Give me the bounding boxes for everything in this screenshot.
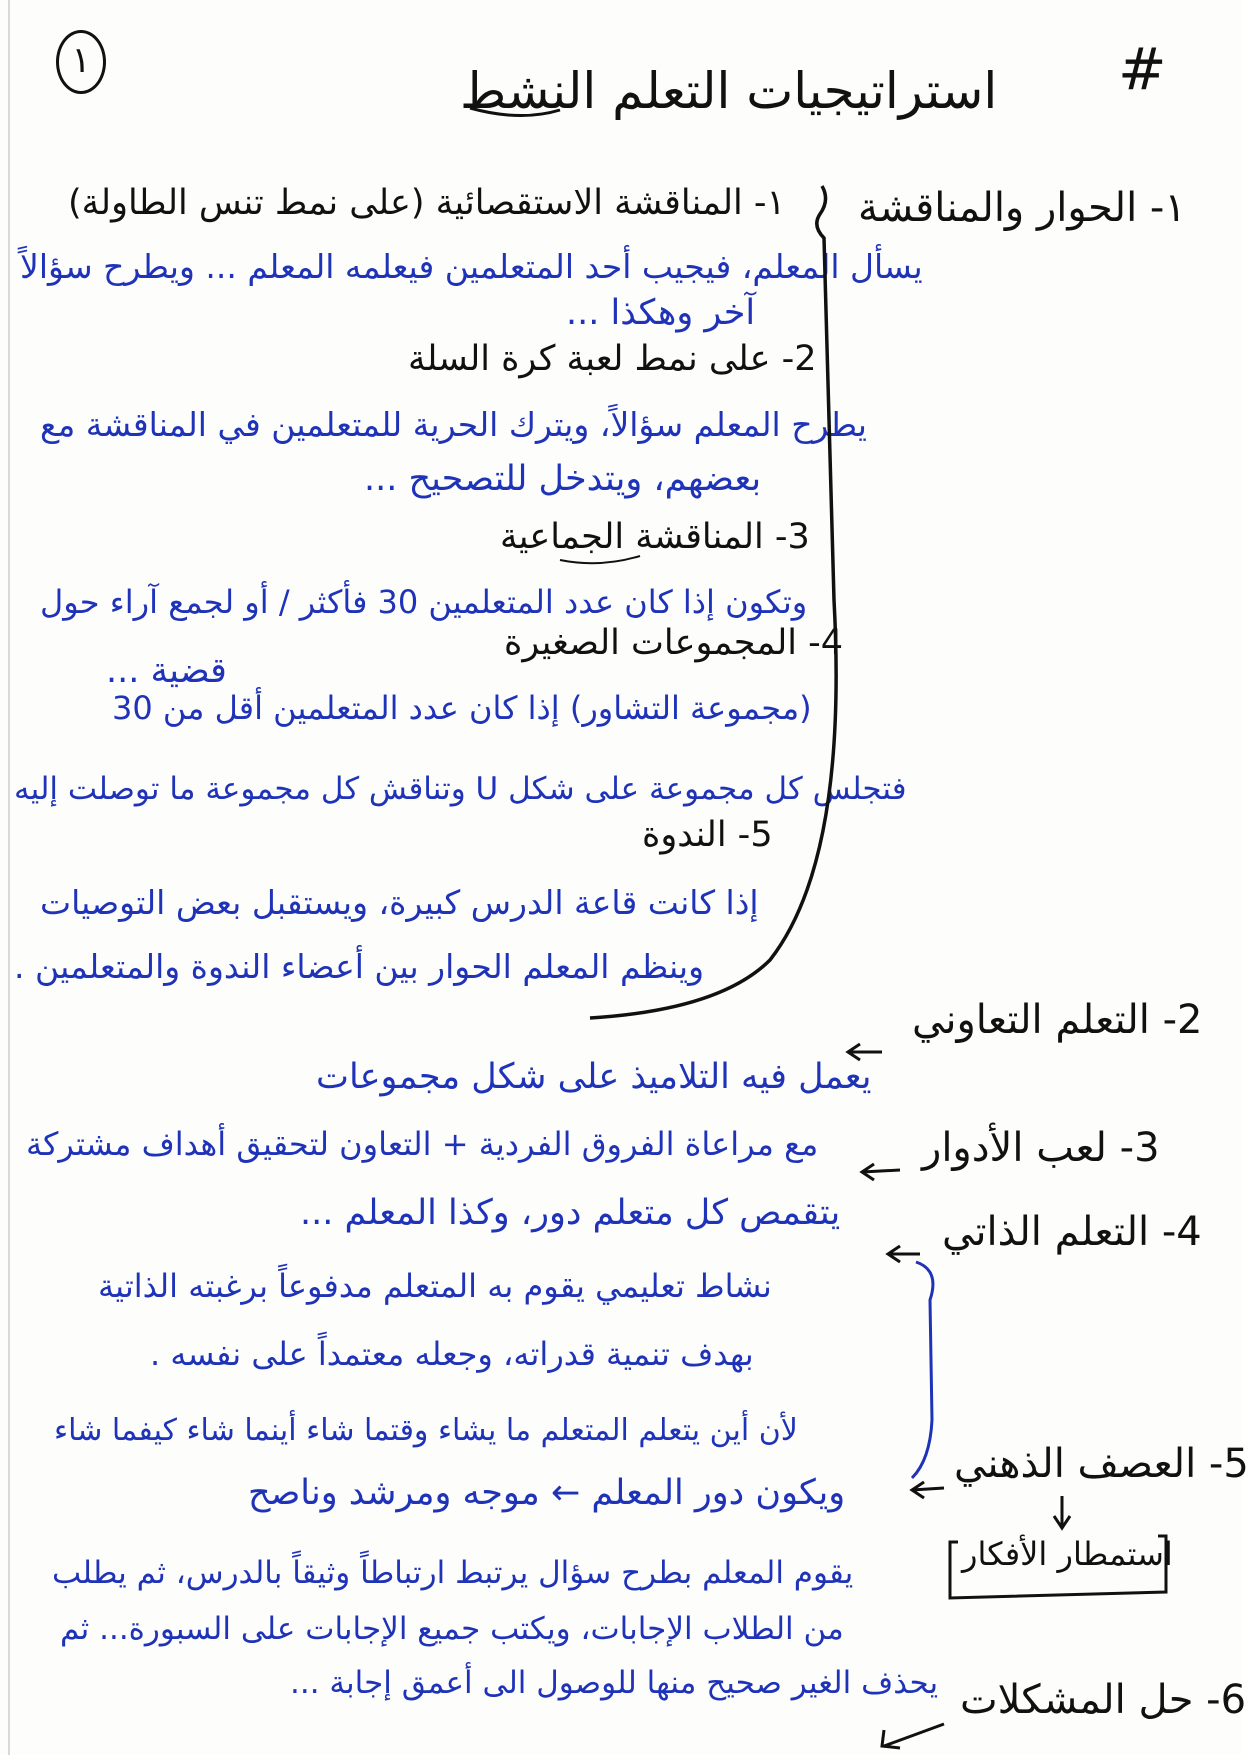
section-5-desc-3: يحذف الغير صحيح منها للوصول الى أعمق إجابة ... <box>290 1665 939 1701</box>
type-2-title: 2- على نمط لعبة كرة السلة <box>408 339 817 379</box>
section-3-desc-1: يتقمص كل متعلم دور، وكذا المعلم ... <box>300 1193 841 1233</box>
section-4-line-4: ويكون دور المعلم ← موجه ومرشد وناصح <box>248 1473 846 1513</box>
type-2-line-1: يطرح المعلم سؤالاً، ويترك الحرية للمتعلمين في المناقشة مع <box>40 405 867 444</box>
arrow-left-icon <box>862 1164 900 1180</box>
check-arrow-icon <box>882 1724 944 1748</box>
section-6-heading: 6- حل المشكلات <box>960 1677 1247 1723</box>
section-4-lead: نشاط تعليمي يقوم به المتعلم مدفوعاً برغبته الذاتية <box>98 1267 772 1305</box>
type-1-line-2: آخر وهكذا ... <box>566 293 756 333</box>
type-3-line-1: وتكون إذا كان عدد المتعلمين 30 فأكثر / أو لجمع آراء حول <box>40 583 808 621</box>
title-swash <box>470 108 560 116</box>
brainstorm-box <box>950 1536 1166 1598</box>
type-3-title: 3- المناقشة الجماعية <box>500 517 810 557</box>
arrow-left-icon <box>848 1044 882 1060</box>
type-1-title: ١- المناقشة الاستقصائية (على نمط تنس الطاولة) <box>68 183 786 223</box>
arrow-down-icon <box>1054 1496 1070 1528</box>
type-5-title: 5- الندوة <box>642 815 773 855</box>
section-1-heading: ١- الحوار والمناقشة <box>858 185 1186 231</box>
bracket-curve-icon <box>590 186 836 1018</box>
underline-mark <box>560 556 640 563</box>
type-3-line-2: قضية ... <box>106 651 227 691</box>
type-4-title: 4- المجموعات الصغيرة <box>504 623 844 663</box>
bracket-curve-icon <box>912 1262 933 1478</box>
page-title: استراتيجيات التعلم النشط <box>460 62 998 120</box>
type-2-line-2: بعضهم، ويتدخل للتصحيح ... <box>364 459 762 499</box>
arrow-left-icon <box>888 1246 920 1262</box>
section-5-heading: 5- العصف الذهني <box>954 1441 1249 1487</box>
section-3-heading: 3- لعب الأدوار <box>922 1125 1160 1171</box>
page-number: ١ <box>56 30 106 94</box>
hash-mark-icon: # <box>1118 35 1167 103</box>
type-4-line-1: (مجموعة التشاور) إذا كان عدد المتعلمين أقل من 30 <box>112 689 812 727</box>
type-5-line-2: وينظم المعلم الحوار بين أعضاء الندوة والمتعلمين . <box>14 947 705 986</box>
type-4-line-2: فتجلس كل مجموعة على شكل U وتناقش كل مجموعة ما توصلت إليه <box>14 771 907 807</box>
section-2-heading: 2- التعلم التعاوني <box>912 997 1203 1043</box>
section-4-line-2: بهدف تنمية قدراته، وجعله معتمداً على نفسه . <box>150 1335 754 1373</box>
type-1-line-1: يسأل المعلم، فيجيب أحد المتعلمين فيعلمه المعلم ... ويطرح سؤالاً <box>20 247 923 286</box>
arrow-left-icon <box>912 1482 944 1498</box>
section-5-desc-1: يقوم المعلم بطرح سؤال يرتبط ارتباطاً وثيقاً بالدرس، ثم يطلب <box>52 1555 854 1591</box>
section-4-line-3: لأن أين يتعلم المتعلم ما يشاء وقتما شاء أينما شاء كيفما شاء <box>54 1413 798 1448</box>
section-2-desc-1: يعمل فيه التلاميذ على شكل مجموعات <box>316 1057 872 1097</box>
brainstorm-box-label: استمطار الأفكار <box>962 1535 1173 1573</box>
section-5-desc-2: من الطلاب الإجابات، ويكتب جميع الإجابات على السبورة... ثم <box>60 1611 844 1647</box>
section-2-desc-2: مع مراعاة الفروق الفردية + التعاون لتحقيق أهداف مشتركة <box>26 1125 819 1163</box>
type-5-line-1: إذا كانت قاعة الدرس كبيرة، ويستقبل بعض التوصيات <box>40 883 759 922</box>
section-4-heading: 4- التعلم الذاتي <box>942 1209 1202 1255</box>
